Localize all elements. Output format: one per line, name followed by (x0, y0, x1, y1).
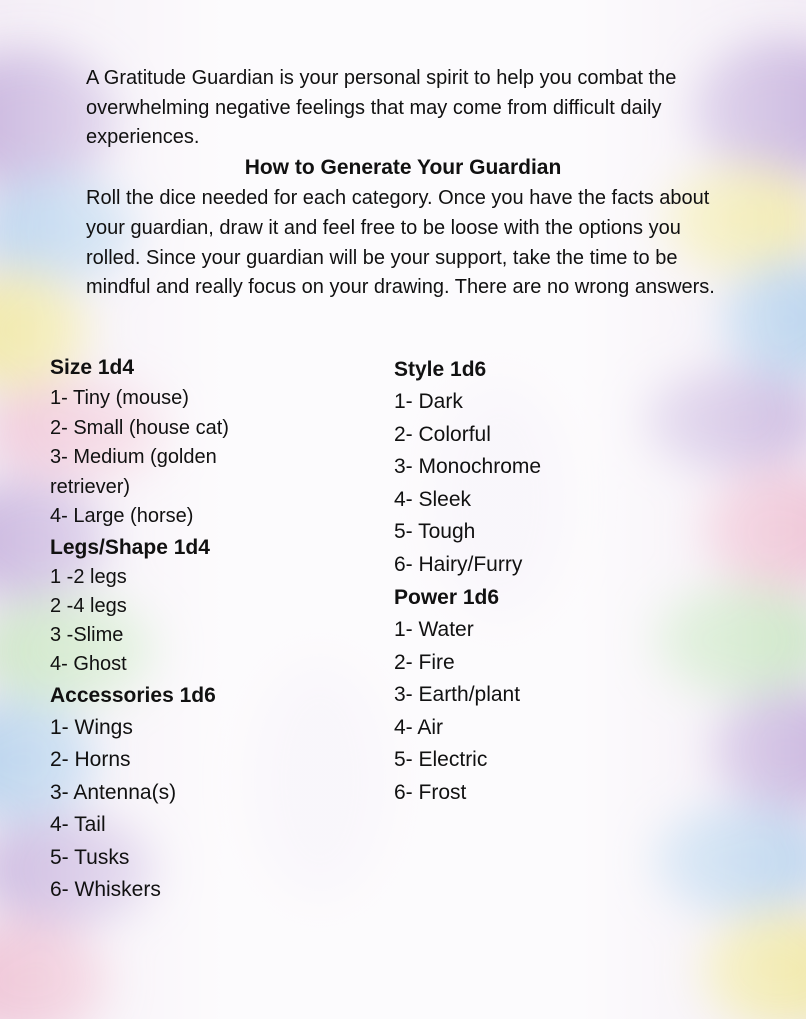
right-column (394, 352, 754, 809)
list-item: 4- Large (horse) (50, 505, 194, 527)
style-heading: Style 1d6 (394, 358, 487, 381)
intro-paragraph: A Gratitude Guardian is your personal spirit to help you combat the overwhelming negative feelings that may come from difficult daily experiences. (86, 67, 677, 148)
list-item: 3- Monochrome (394, 455, 542, 478)
size-section (50, 352, 370, 532)
list-item: 2- Fire (394, 650, 455, 674)
legs-section (50, 532, 370, 679)
list-item: 2- Horns (50, 748, 131, 772)
list-item: 5- Tusks (50, 845, 130, 869)
style-section (394, 353, 754, 581)
list-item: 6- Whiskers (50, 878, 161, 902)
howto-paragraph: Roll the dice needed for each category. Once you have the facts about your guardian, draw it and feel free to be loose with the options you rolled. Since your guardian will be your support, take the time to be mindful and really focus on your drawing. There are no wrong answers. (86, 187, 715, 299)
list-item: 3- Antenna(s) (50, 780, 177, 804)
list-item: 3- Medium (golden retriever) (50, 446, 217, 498)
list-item: 4- Sleek (394, 487, 472, 511)
list-item: 1- Tiny (mouse) (50, 387, 189, 409)
list-item: 4- Tail (50, 813, 106, 837)
howto-heading: How to Generate Your Guardian (244, 156, 562, 179)
list-item: 1- Dark (394, 390, 463, 413)
accessories-heading: Accessories 1d6 (50, 683, 216, 707)
list-item: 3 -Slime (50, 623, 124, 646)
list-item: 2 -4 legs (50, 594, 127, 617)
list-item: 6- Hairy/Furry (394, 552, 523, 576)
list-item: 1- Wings (50, 715, 133, 739)
legs-heading: Legs/Shape 1d4 (50, 535, 210, 559)
size-heading: Size 1d4 (50, 356, 135, 379)
list-item: 3- Earth/plant (394, 683, 521, 706)
list-item: 4- Ghost (50, 652, 127, 675)
list-item: 1 -2 legs (50, 565, 127, 588)
list-item: 2- Small (house cat) (50, 416, 229, 439)
list-item: 6- Frost (394, 780, 467, 804)
list-item: 5- Electric (394, 748, 488, 771)
list-item: 4- Air (394, 715, 444, 739)
list-item: 2- Colorful (394, 422, 491, 446)
list-item: 1- Water (394, 618, 474, 641)
power-section (394, 581, 754, 809)
power-heading: Power 1d6 (394, 586, 500, 609)
accessories-section (50, 679, 370, 908)
list-item: 5- Tough (394, 520, 476, 543)
left-column (50, 352, 370, 907)
